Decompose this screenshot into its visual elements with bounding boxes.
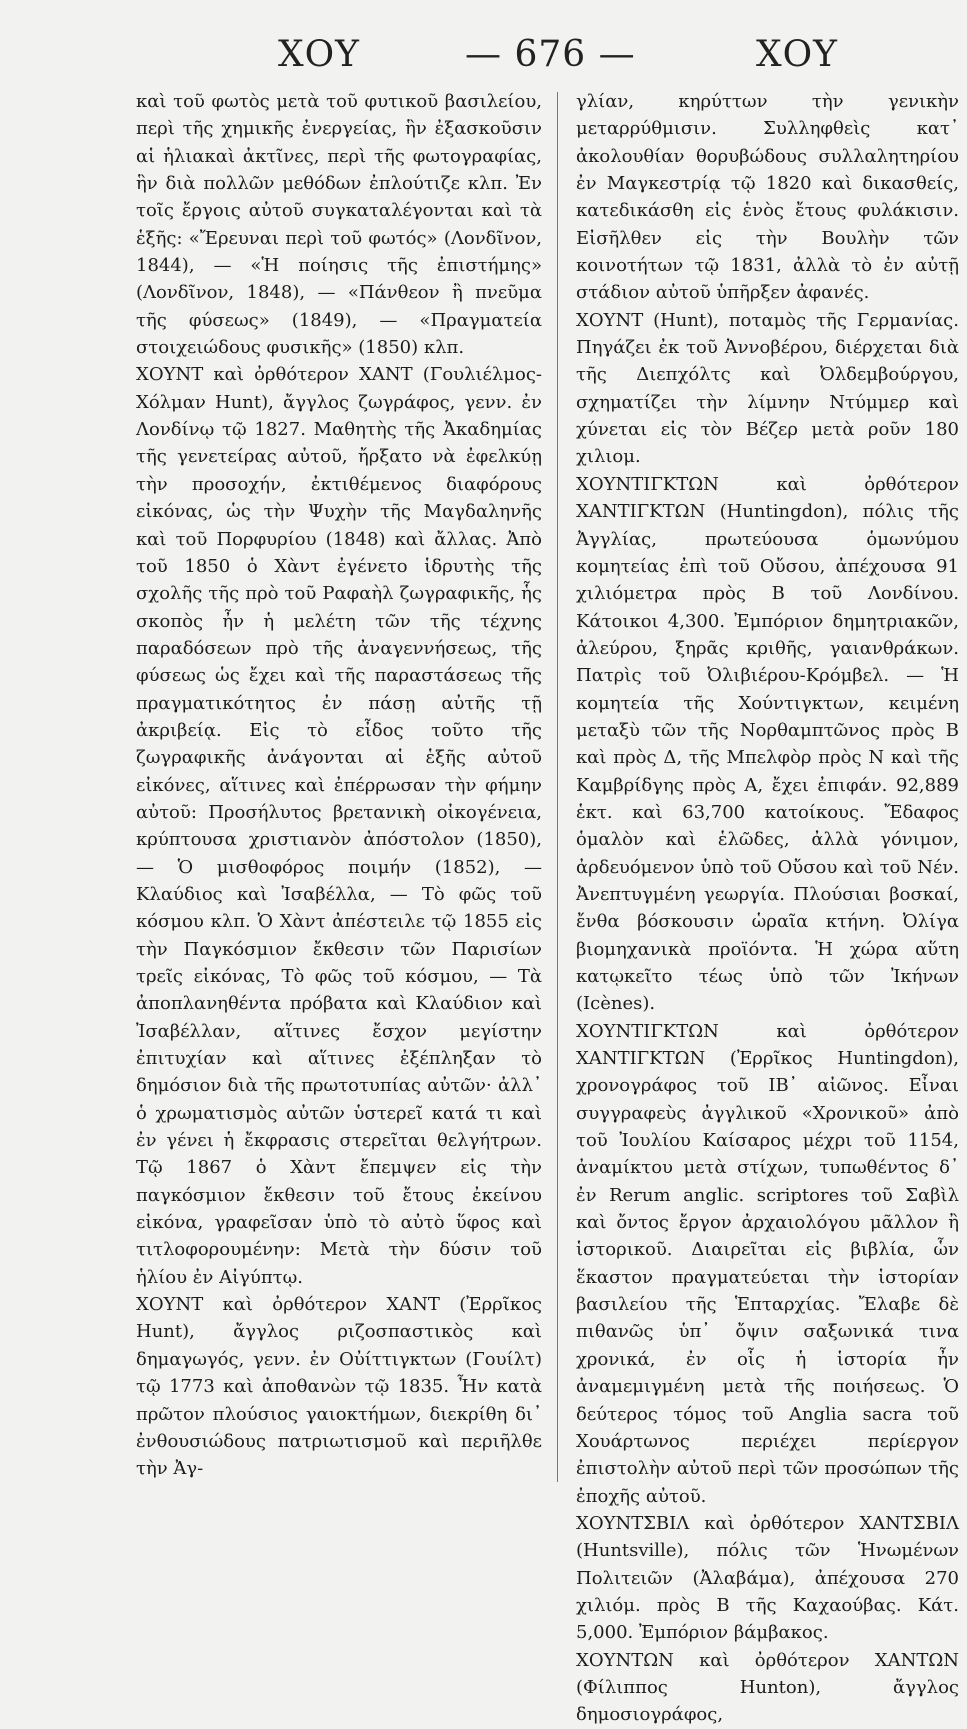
- entry-continuation: καὶ τοῦ φωτὸς μετὰ τοῦ φυτικοῦ βασιλείου, περὶ τῆς χημικῆς ἐνεργείας, ἣν ἐξασκοῦσιν αἱ ἡλιακαὶ ἀκτῖνες, περὶ τῆς φωτογραφίας, ἣν διὰ πολλῶν μεθόδων ἐπλούτιζε κλπ. Ἐν τοῖς ἔργοις αὐτοῦ συγκαταλέγονται καὶ τὰ ἑξῆς: «Ἔρευναι περὶ τοῦ φωτός» (Λονδῖνον, 1844), — «Ἡ ποίησις τῆς ἐπιστήμης» (Λονδῖνον, 1848), — «Πάνθεον ἢ πνεῦμα τῆς φύσεως» (1849), — «Πραγματεία στοιχειώδους φυσικῆς» (1850) κλπ.: [136, 91, 542, 359]
- entry-hunt-painter: ΧΟΥΝΤ καὶ ὀρθότερον ΧΑΝΤ (Γουλιέλμος-Χόλμαν Hunt), ἄγγλος ζωγράφος, γενν. ἐν Λονδίνῳ τῷ 1827. Μαθητὴς τῆς Ἀκαδημίας τῆς γενετείρας αὐτοῦ, ἤρξατο νὰ ἐφελκύῃ τὴν προσοχήν, ἐκτιθέμενος διαφόρους εἰκόνας, ὡς τὴν Ψυχὴν τῆς Μαγδαληνῆς καὶ τοῦ Πορφυρίου (1848) καὶ ἄλλας. Ἀπὸ τοῦ 1850 ὁ Χὰντ ἐγένετο ἱδρυτὴς τῆς σχολῆς τῆς πρὸ τοῦ Ραφαὴλ ζωγραφικῆς, ἧς σκοπὸς ἦν ἡ μελέτη τῶν τῆς τέχνης παραδόσεων πρὸ τῆς ἀναγεννήσεως, τῆς φύσεως ὡς ἔχει καὶ τῆς παραστάσεως τῆς πραγματικότητος ἐν πάσῃ αὐτῆς τῇ ἀκριβείᾳ. Εἰς τὸ εἶδος τοῦτο τῆς ζωγραφικῆς ἀνάγονται αἱ ἑξῆς αὐτοῦ εἰκόνες, αἵτινες καὶ ἐπέρρωσαν τὴν φήμην αὐτοῦ: Προσήλυτος βρετανικὴ οἰκογένεια, κρύπτουσα χριστιανὸν ἀπόστολον (1850), — Ὁ μισθοφόρος ποιμήν (1852), — Κλαύδιος καὶ Ἰσαβέλλα, — Τὸ φῶς τοῦ κόσμου κλπ. Ὁ Χὰντ ἀπέστειλε τῷ 1855 εἰς τὴν Παγκόσμιον ἔκθεσιν τῶν Παρισίων τρεῖς εἰκόνας, Τὸ φῶς τοῦ κόσμου, — Τὰ ἀποπλανηθέντα πρόβατα καὶ Κλαύδιον καὶ Ἰσαβέλλαν, αἵτινες ἔσχον μεγίστην ἐπιτυχίαν καὶ αἵτινες ἐξέπληξαν τὸ δημόσιον διὰ τῆς πρωτοτυπίας αὐτῶν· ἀλλ᾽ ὁ χρωματισμὸς αὐτῶν ὑστερεῖ κατά τι καὶ ἐν γένει ἡ ἔκφρασις στερεῖται θελγήτρων. Τῷ 1867 ὁ Χὰντ ἔπεμψεν εἰς τὴν παγκόσμιον ἔκθεσιν τοῦ ἔτους ἐκείνου εἰκόνα, γραφεῖσαν ὑπὸ τὸ αὐτὸ ὕφος καὶ τιτλοφορουμένην: Μετὰ τὴν δύσιν τοῦ ἡλίου ἐν Αἰγύπτῳ.: [136, 364, 542, 1288]
- running-head-right: ΧΟΥ: [756, 34, 838, 75]
- entry-huntingdon-city: ΧΟΥΝΤΙΓΚΤΩΝ καὶ ὀρθότερον ΧΑΝΤΙΓΚΤΩΝ (Huntingdon), πόλις τῆς Ἀγγλίας, πρωτεύουσα ὁμωνύμου κομητείας ἐπὶ τοῦ Οὔσου, ἀπέχουσα 91 χιλιόμετρα πρὸς Β τοῦ Λονδίνου. Κάτοικοι 4,300. Ἐμπόριον δημητριακῶν, ἀλεύρου, ξηρᾶς κριθῆς, γαιανθράκων. Πατρὶς τοῦ Ὀλιβιέρου-Κρόμβελ. — Ἡ κομητεία τῆς Χούντιγκτων, κειμένη μεταξὺ τῶν τῆς Νορθαμπτῶνος πρὸς Β καὶ πρὸς Δ, τῆς Μπελφὸρ πρὸς Ν καὶ τῆς Καμβρίδγης πρὸς Α, ἔχει ἐπιφάν. 92,889 ἑκτ. καὶ 63,700 κατοίκους. Ἔδαφος ὁμαλὸν καὶ ἑλῶδες, ἀλλὰ γόνιμον, ἀρδευόμενον ὑπὸ τοῦ Οὔσου καὶ τοῦ Νέν. Ἀνεπτυγμένη γεωργία. Πλούσιαι βοσκαί, ἔνθα βόσκουσιν ὡραῖα κτήνη. Ὀλίγα βιομηχανικὰ προϊόντα. Ἡ χώρα αὕτη κατῳκεῖτο τέως ὑπὸ τῶν Ἰκήνων (Icènes).: [576, 473, 959, 1015]
- entry-continuation: γλίαν, κηρύττων τὴν γενικὴν μεταρρύθμισιν. Συλληφθεὶς κατ᾽ ἀκολουθίαν θορυβώδους συλλαλητηρίου ἐν Μαγκεστρίᾳ τῷ 1820 καὶ δικασθείς, κατεδικάσθη εἰς ἑνὸς ἔτους φυλάκισιν. Εἰσῆλθεν εἰς τὴν Βουλὴν τῶν κοινοτήτων τῷ 1831, ἀλλὰ τὸ ἐν αὐτῇ στάδιον αὐτοῦ ὑπῆρξεν ἀφανές.: [576, 91, 959, 304]
- entry-hunt-river: ΧΟΥΝΤ (Hunt), ποταμὸς τῆς Γερμανίας. Πηγάζει ἐκ τοῦ Ἀννοβέρου, διέρχεται διὰ τῆς Διεπχόλτς καὶ Ὀλδεμβούργου, σχηματίζει τὴν λίμνην Ντύμμερ καὶ χύνεται εἰς τὸν Βέζερ μετὰ ροῦν 180 χιλιομ.: [576, 309, 959, 468]
- running-head-left: ΧΟΥ: [278, 34, 360, 75]
- left-column: [136, 88, 542, 1483]
- right-column: [576, 88, 959, 1729]
- page-header: [0, 34, 967, 82]
- entry-huntsville: ΧΟΥΝΤΣΒΙΛ καὶ ὀρθότερον ΧΑΝΤΣΒΙΛ (Huntsville), πόλις τῶν Ἡνωμένων Πολιτειῶν (Ἀλαβάμα), ἀπέχουσα 270 χιλιόμ. πρὸς Β τῆς Καχαούβας. Κάτ. 5,000. Ἐμπόριον βάμβακος.: [576, 1512, 959, 1644]
- column-divider: [557, 92, 558, 1482]
- entry-hunt-radical: ΧΟΥΝΤ καὶ ὀρθότερον ΧΑΝΤ (Ἐρρῖκος Hunt), ἄγγλος ριζοσπαστικὸς καὶ δημαγωγός, γενν. ἐν Οὐίττιγκτων (Γουίλτ) τῷ 1773 καὶ ἀποθανὼν τῷ 1835. Ἦν κατὰ πρῶτον πλούσιος γαιοκτήμων, διεκρίθη δι᾽ ἐνθουσιώδους πατριωτισμοῦ καὶ περιῆλθε τὴν Ἀγ-: [136, 1294, 542, 1480]
- entry-hunton: ΧΟΥΝΤΩΝ καὶ ὀρθότερον ΧΑΝΤΩΝ (Φίλιππος Hunton), ἄγγλος δημοσιογράφος,: [576, 1649, 959, 1726]
- page-number: — 676 —: [465, 34, 636, 75]
- entry-huntingdon-chronicler: ΧΟΥΝΤΙΓΚΤΩΝ καὶ ὀρθότερον ΧΑΝΤΙΓΚΤΩΝ (Ἐρρῖκος Huntingdon), χρονογράφος τοῦ ΙΒ᾽ αἰῶνος. Εἶναι συγγραφεὺς ἀγγλικοῦ «Χρονικοῦ» ἀπὸ τοῦ Ἰουλίου Καίσαρος μέχρι τοῦ 1154, ἀναμίκτου μετὰ στίχων, τυπωθέντος δ᾽ ἐν Rerum anglic. scriptores τοῦ Σαβὶλ καὶ ὄντος ἔργον ἀρχαιολόγου μᾶλλον ἢ ἱστορικοῦ. Διαιρεῖται εἰς βιβλία, ὧν ἕκαστον πραγματεύεται τὴν ἱστορίαν βασιλείου τῆς Ἑπταρχίας. Ἔλαβε δὲ πιθανῶς ὑπ᾽ ὄψιν σαξωνικά τινα χρονικά, ἐν οἷς ἡ ἱστορία ἦν ἀναμεμιγμένη μετὰ τῆς ποιήσεως. Ὁ δεύτερος τόμος τοῦ Anglia sacra τοῦ Χουάρτωνος περιέχει περίεργον ἐπιστολὴν αὐτοῦ περὶ τῶν προσώπων τῆς ἐποχῆς αὐτοῦ.: [576, 1020, 959, 1507]
